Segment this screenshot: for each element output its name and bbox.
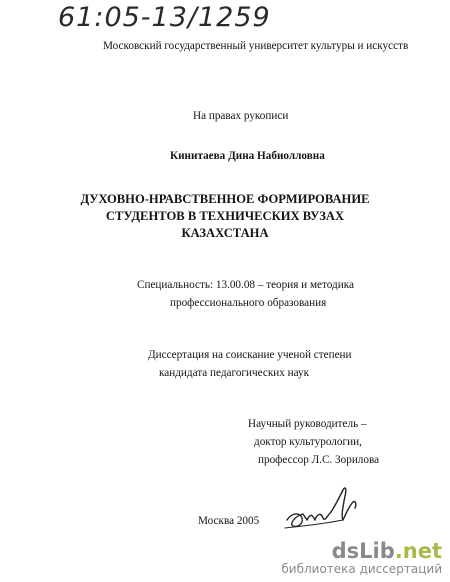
- watermark: [281, 540, 442, 576]
- title-line: СТУДЕНТОВ В ТЕХНИЧЕСКИХ ВУЗАХ: [105, 209, 345, 223]
- manuscript-note: На правах рукописи: [193, 110, 289, 122]
- watermark-subtitle: библиотека диссертаций: [281, 562, 442, 576]
- degree-block: [148, 346, 352, 382]
- advisor-line: Научный руководитель –: [248, 418, 367, 430]
- advisor-block: [248, 415, 379, 469]
- specialty-line: профессионального образования: [170, 297, 327, 309]
- specialty-line: Специальность: 13.00.08 – теория и методика: [137, 279, 354, 291]
- author-name: Кинитаева Дина Набиолловна: [170, 150, 325, 162]
- watermark-logo: [281, 540, 442, 562]
- dissertation-title: [75, 191, 375, 242]
- city-year: Москва 2005: [198, 515, 260, 527]
- advisor-line: доктор культурологии,: [254, 436, 362, 448]
- signature-image: [283, 476, 368, 536]
- university-name: Московский государственный университет культуры и искусств: [103, 40, 409, 52]
- specialty-block: [137, 276, 354, 312]
- archive-code-handwritten: 61:05-13/1259: [58, 2, 271, 33]
- watermark-logo-accent: .net: [394, 539, 442, 563]
- degree-line: кандидата педагогических наук: [159, 367, 310, 379]
- watermark-logo-main: dsLib: [331, 539, 395, 563]
- advisor-line: профессор Л.С. Зорилова: [258, 454, 380, 466]
- title-line: ДУХОВНО-НРАВСТВЕННОЕ ФОРМИРОВАНИЕ: [80, 192, 370, 206]
- degree-line: Диссертация на соискание ученой степени: [148, 349, 352, 361]
- title-line: КАЗАХСТАНА: [181, 226, 269, 240]
